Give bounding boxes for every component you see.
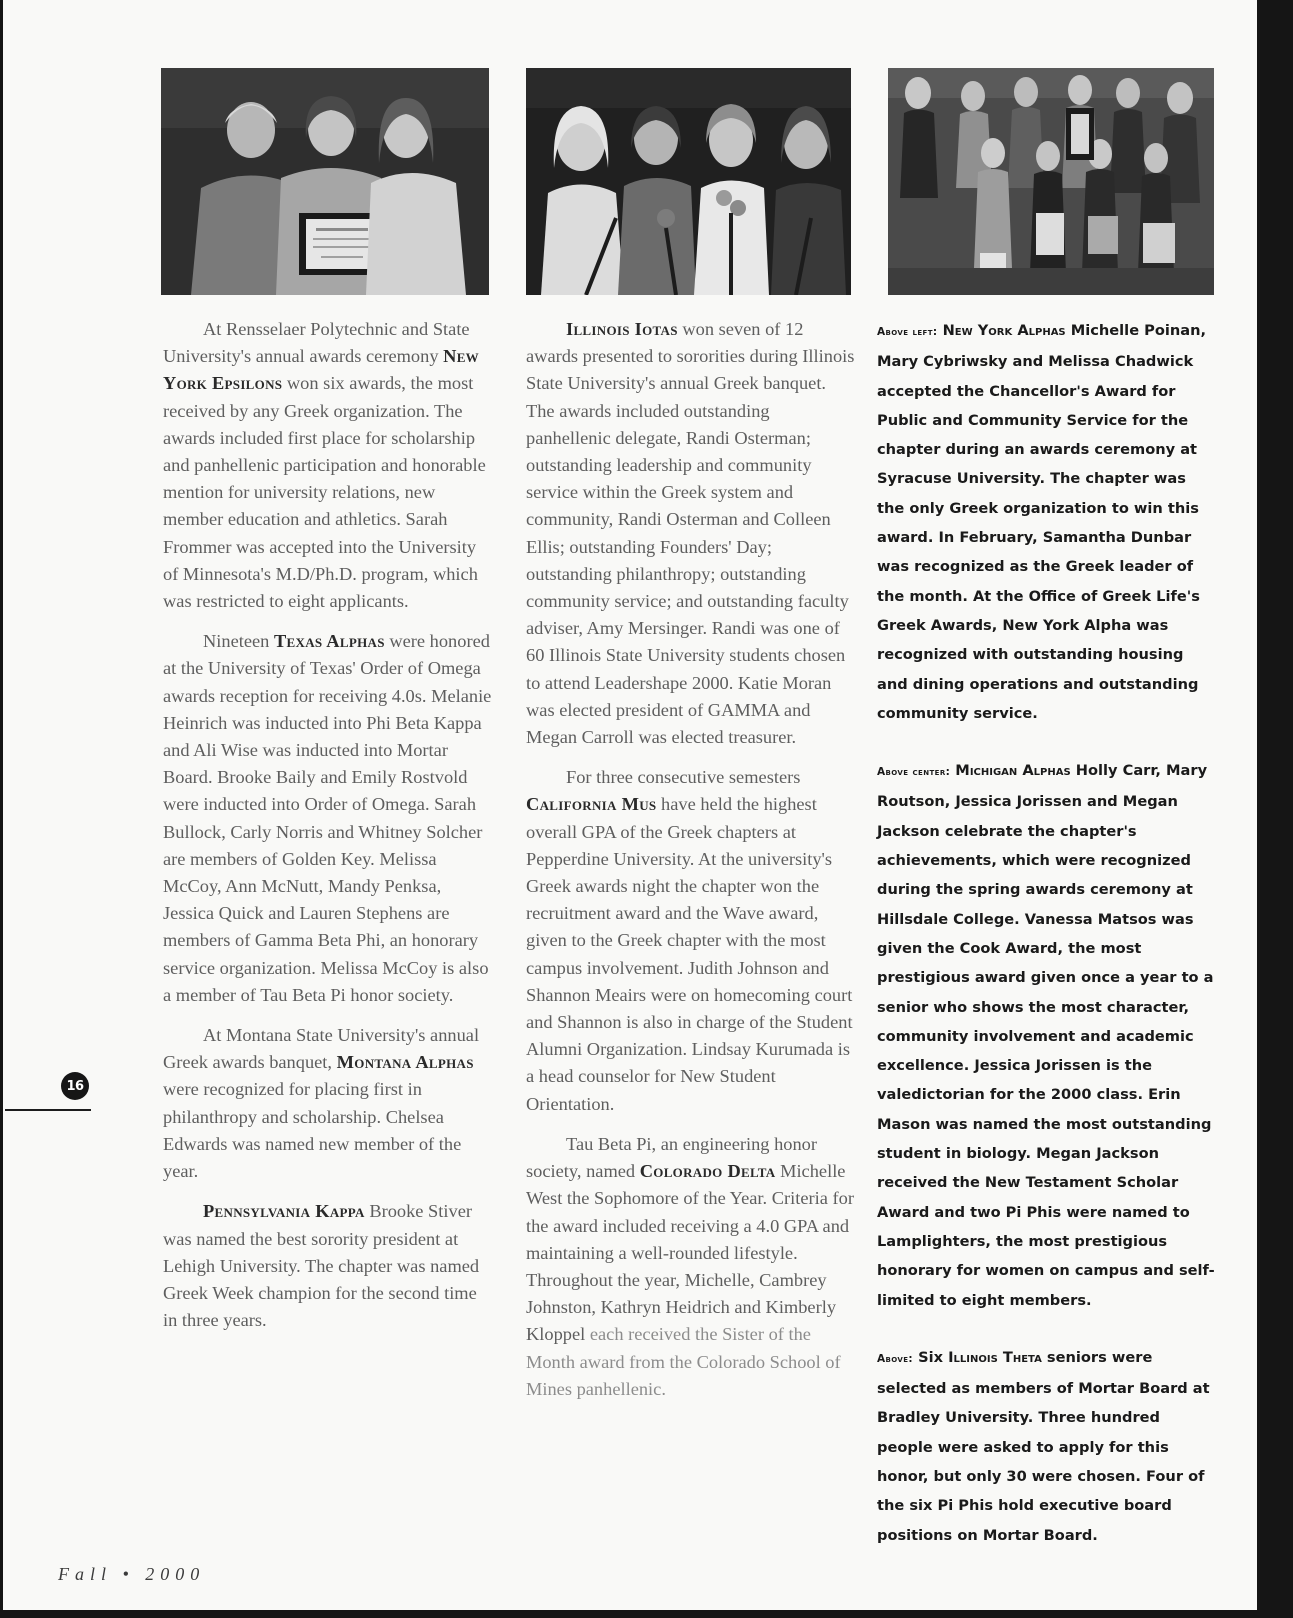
article-column-center	[526, 316, 856, 1416]
photo-new-york-alphas	[161, 68, 489, 295]
page-number-badge: 16	[61, 1072, 89, 1100]
text: were recognized for placing first in philanthropy and scholarship. Chelsea Edwards was named new member of the year.	[163, 1079, 462, 1182]
text-faded: each received the Sister of the Month award from the Colorado School of Mines panhellenic.	[526, 1324, 841, 1399]
text: have held the highest overall GPA of the Greek chapters at Pepperdine University. At the university's Greek awards night the chapter won the recruitment award and the Wave award, given to the Greek chapter with the most campus involvement. Judith Johnson and Shannon Meairs were on homecoming court and Shannon is also in charge of the Student Alumni Organization. Lindsay Kurumada is a head counselor for New Student Orientation.	[526, 794, 853, 1114]
chapter-name: Montana Alphas	[336, 1052, 474, 1073]
chapter-name: California Mus	[526, 794, 657, 815]
photo-illinois-theta-image	[888, 68, 1214, 295]
text: won six awards, the most received by any Greek organization. The awards included first place for scholarship and panhellenic participation and honorable mention for university relations, new member education and athletics. Sarah Frommer was accepted into the University of Minnesota's M.D/Ph.D. program, which was restricted to eight applicants.	[163, 373, 486, 612]
text: At Rensselaer Polytechnic and State University's annual awards ceremony	[163, 319, 470, 367]
paragraph-california-mus	[526, 764, 856, 1118]
text: For three consecutive semesters	[566, 767, 801, 788]
caption-label: Above:	[877, 1352, 914, 1365]
text: Nineteen	[203, 631, 274, 652]
text: won seven of 12 awards presented to sororities during Illinois State University's annual Greek banquet. The awards included outstanding panhellenic delegate, Randi Osterman; outstanding leadership and community service within the Greek system and community, Randi Osterman and Colleen Ellis; outstanding Founders' Day; outstanding philanthropy; outstanding community service; and outstanding faculty adviser, Amy Mersinger. Randi was one of 60 Illinois State University students chosen to attend Leadershape 2000. Katie Moran was elected president of GAMMA and Megan Carroll was elected treasurer.	[526, 319, 855, 748]
paragraph-colorado-delta	[526, 1131, 856, 1403]
paragraph-new-york-epsilons	[163, 316, 493, 615]
text: Brooke Stiver was named the best sorority president at Lehigh University. The chapter was named Greek Week champion for the second time in three years.	[163, 1201, 480, 1331]
page-frame-bottom	[0, 1610, 1293, 1618]
chapter-name: Colorado Delta	[639, 1161, 776, 1182]
paragraph-montana-alphas	[163, 1022, 493, 1185]
caption-label: Above left:	[877, 326, 938, 338]
photo-captions-column	[877, 316, 1217, 1578]
chapter-name: New York Alphas	[942, 322, 1066, 339]
caption-above	[877, 1343, 1217, 1550]
caption-text: Michelle Poinan, Mary Cybriwsky and Melissa Chadwick accepted the Chancellor's Award for Public and Community Service for the chapter during an awards ceremony at Syracuse University. The chapter was the only Greek organization to win this award. In February, Samantha Dunbar was recognized as the Greek leader of the month. At the Office of Greek Life's Greek Awards, New York Alpha was recognized with outstanding housing and dining operations and outstanding community service.	[877, 322, 1207, 722]
issue-footer: Fall • 2000	[58, 1564, 206, 1584]
photo-illinois-theta-seniors	[888, 68, 1214, 295]
article-column-left	[163, 316, 493, 1347]
caption-label: Above center:	[877, 766, 951, 779]
page-number-rule	[5, 1109, 91, 1111]
caption-text: seniors were selected as members of Mortar Board at Bradley University. Three hundred people were asked to apply for this honor, but only 30 were chosen. Four of the six Pi Phis hold executive board positions on Mortar Board.	[877, 1348, 1210, 1544]
chapter-name: Texas Alphas	[273, 631, 385, 652]
caption-text: Six	[913, 1348, 949, 1366]
paragraph-illinois-iotas	[526, 316, 856, 751]
caption-above-center	[877, 756, 1217, 1315]
chapter-name: Pennsylvania Kappa	[203, 1201, 365, 1222]
paragraph-texas-alphas	[163, 628, 493, 1009]
chapter-name: Illinois Theta	[948, 1348, 1042, 1366]
photo-michigan-alphas	[526, 68, 851, 295]
chapter-name: Illinois Iotas	[566, 319, 678, 339]
text: Tau Beta Pi, an engineering honor society, named	[526, 1133, 818, 1182]
page-frame-right	[1257, 0, 1293, 1618]
caption-text: Holly Carr, Mary Routson, Jessica Jorissen and Megan Jackson celebrate the chapter's achievements, which were recognized during the spring awards ceremony at Hillsdale College. Vanessa Matsos was given the Cook Award, the most prestigious award given once a year to a senior who shows the most character, community involvement and academic excellence. Jessica Jorissen is the valedictorian for the 2000 class. Erin Mason was named the most outstanding student in biology. Megan Jackson received the New Testament Scholar Award and two Pi Phis were named to Lamplighters, the most prestigious honorary for women on campus and self-limited to eight members.	[877, 762, 1215, 1309]
photo-michigan-alphas-image	[526, 68, 851, 295]
page-frame-left	[0, 0, 3, 1618]
chapter-name: New York Epsilons	[163, 346, 479, 394]
text: were honored at the University of Texas' Order of Omega awards reception for receiving 4.0s. Melanie Heinrich was inducted into Phi Beta Kappa and Ali Wise was inducted into Mortar Board. Brooke Baily and Emily Rostvold were inducted into Order of Omega. Sarah Bullock, Carly Norris and Whitney Solcher are members of Golden Key. Melissa McCoy, Ann McNutt, Mandy Penksa, Jessica Quick and Lauren Stephens are members of Gamma Beta Phi, an honorary service organization. Melissa McCoy is also a member of Tau Beta Pi honor society.	[163, 631, 492, 1005]
chapter-name: Michigan Alphas	[955, 762, 1071, 780]
paragraph-pennsylvania-kappa	[163, 1198, 493, 1334]
photo-new-york-alphas-image	[161, 68, 489, 295]
text: At Montana State University's annual Greek awards banquet,	[163, 1025, 480, 1073]
caption-above-left	[877, 316, 1217, 728]
text: Michelle West the Sophomore of the Year. Criteria for the award included receiving a 4.0 GPA and maintaining a well-rounded lifestyle. Throughout the year, Michelle, Cambrey Johnston, Kathryn Heidrich and Kimberly Kloppel	[526, 1161, 854, 1345]
